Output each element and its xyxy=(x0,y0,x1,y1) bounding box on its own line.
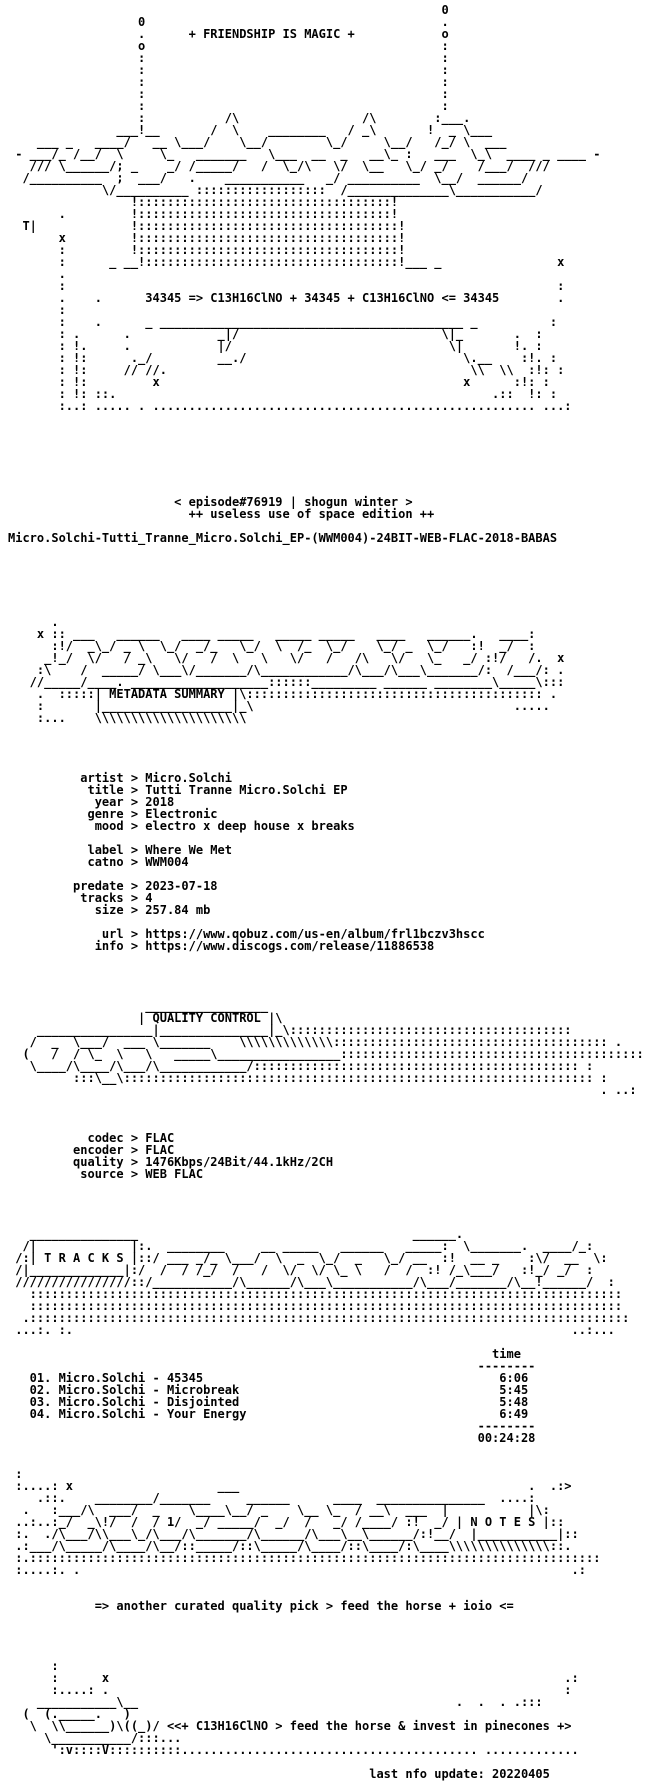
nfo-line xyxy=(8,1624,640,1636)
nfo-line xyxy=(8,724,640,736)
nfo-line: : : xyxy=(8,279,565,293)
nfo-line: : : xyxy=(8,99,449,113)
nfo-line: label > Where We Met xyxy=(8,843,232,857)
nfo-line: o : xyxy=(8,39,449,53)
nfo-line: \ \\______)\((_)/ <<+ C13H16ClNO > feed the horse & invest in pinecones +> xyxy=(8,1719,572,1733)
nfo-line: -------- xyxy=(8,1359,536,1373)
nfo-line xyxy=(8,604,640,616)
nfo-line: : : xyxy=(8,75,449,89)
nfo-line xyxy=(8,952,640,964)
nfo-line: size > 257.84 mb xyxy=(8,903,211,917)
nfo-line xyxy=(8,556,640,568)
nfo-line: codec > FLAC xyxy=(8,1131,175,1145)
nfo-line: -------- xyxy=(8,1419,536,1433)
nfo-line xyxy=(8,580,640,592)
nfo-line xyxy=(8,736,640,748)
nfo-line: : !: ._/ __./ \.__ :!. : xyxy=(8,351,558,365)
nfo-line: :..: ..... . ..................................................... ...: xyxy=(8,399,572,413)
nfo-line xyxy=(8,1588,640,1600)
nfo-line: : _ __!:::::::::::::::::::::::::::::::::::!___ _ x xyxy=(8,255,565,269)
nfo-line: ___ _ ____/ __ \___/ \__/ \_/ \__/ /_/ \ ___ xyxy=(8,135,507,149)
nfo-line xyxy=(8,472,640,484)
nfo-line: source > WEB FLAC xyxy=(8,1167,204,1181)
nfo-line: \____/\____/\___/\____________/::::::::::::::::::::::::::::::::::::::::::::: : xyxy=(8,1059,594,1073)
nfo-line: : !: ::. .:: !: : xyxy=(8,387,558,401)
nfo-line: : : xyxy=(8,51,449,65)
nfo-line: /|_____________|:/ / / /_/ / / \/ \/ \_ \ / / :! /_\___/ :!_/ _/ : xyxy=(8,1263,594,1277)
nfo-line: : !: // //. \\ \\ :!: : xyxy=(8,363,565,377)
nfo-line xyxy=(8,1444,640,1456)
nfo-line: 03. Micro.Solchi - Disjointed 5:48 xyxy=(8,1395,529,1409)
nfo-line xyxy=(8,460,640,472)
nfo-line: : xyxy=(8,1467,23,1481)
nfo-line: year > 2018 xyxy=(8,795,175,809)
nfo-line: title > Tutti Tranne Micro.Solchi EP xyxy=(8,783,348,797)
nfo-line: ________________|_______________|_\::::::::::::::::::::::::::::::::::::::: xyxy=(8,1023,572,1037)
nfo-line: .::::::::::::::::::::::::::::::::::::::::::::::::::::::::::::::::::::::::::::::::::: xyxy=(8,1311,630,1325)
nfo-line: ++ useless use of space edition ++ xyxy=(8,507,435,521)
nfo-line xyxy=(8,1096,640,1108)
nfo-line: :....: x ___ . .:> xyxy=(8,1479,572,1493)
nfo-line: < episode#76919 | shogun winter > xyxy=(8,495,413,509)
nfo-line: 02. Micro.Solchi - Microbreak 5:45 xyxy=(8,1383,529,1397)
nfo-line: !:::::::::::::::::::::::::::::::::::! xyxy=(8,195,399,209)
nfo-line xyxy=(8,1192,640,1204)
nfo-line: :... \\\\\\\\\\\\\\\\\\\\\ xyxy=(8,711,254,725)
nfo-line: T| !::::::::::::::::::::::::::::::::::::! xyxy=(8,219,406,233)
nfo-line: : x .: xyxy=(8,1671,579,1685)
nfo-line xyxy=(8,1756,640,1768)
nfo-line: : . _ __________________________________________ _ : xyxy=(8,315,558,329)
nfo-line xyxy=(8,1108,640,1120)
nfo-line: /// \______/; _ _/ /_____/ / \_/\ \/ \__ \_/ _/ /___/ /// xyxy=(8,159,550,173)
nfo-line: //_____/____. ___________________::::::_________ ______ ________\_____\::: xyxy=(8,675,565,689)
nfo-line xyxy=(8,568,640,580)
nfo-line: .::. ________/_______ ______ ____ _______________ ....: xyxy=(8,1491,543,1505)
nfo-line: 01. Micro.Solchi - 45345 6:06 xyxy=(8,1371,529,1385)
nfo-line: predate > 2023-07-18 xyxy=(8,879,218,893)
nfo-line: encoder > FLAC xyxy=(8,1143,175,1157)
nfo-line: => another curated quality pick > feed the horse + ioio <= xyxy=(8,1599,514,1613)
nfo-line: : !. . |/ \| !. : xyxy=(8,339,543,353)
nfo-line: : . . _|/ \|_ . : xyxy=(8,327,543,341)
nfo-line: artist > Micro.Solchi xyxy=(8,771,232,785)
nfo-line xyxy=(8,1204,640,1216)
nfo-line: . + FRIENDSHIP IS MAGIC + o xyxy=(8,27,449,41)
nfo-line: Micro.Solchi-Tutti_Tranne_Micro.Solchi_EP-(WWM004)-24BIT-WEB-FLAC-2018-BABAS xyxy=(8,531,558,545)
nfo-line xyxy=(8,976,640,988)
nfo-line: ___________\__ . . . .::: xyxy=(8,1695,543,1709)
nfo-line: /__________ ; ___/ . ___________ _/ __________ \__/ ______/ xyxy=(8,171,529,185)
nfo-line: . !:::::::::::::::::::::::::::::::::::! xyxy=(8,207,399,221)
nfo-line: - ___/_ /__/ \ \_ _______ \___ __ _ __\_ : ___ \_\ ____ _ ____ - xyxy=(8,147,601,161)
nfo-line: :. ./\___/\\___\_/\___/\_______/\______/\___\__\______/:!__/ |___________|:: xyxy=(8,1527,579,1541)
nfo-line: ////////////////::/___________/\______/\___\___________/\___/_______/\__!______/ : xyxy=(8,1275,615,1289)
nfo-line: x :: ___ ______ ____ _____ _____ _____ ____ ______. ____: xyxy=(8,627,536,641)
nfo-line: _________________ xyxy=(8,999,269,1013)
nfo-line: tracks > 4 xyxy=(8,891,153,905)
nfo-line: :::::::::::::::::::::::::::::::::::::::::::::::::::::::::::::::::::::::::::::::::: xyxy=(8,1299,623,1313)
nfo-line: : : xyxy=(8,87,449,101)
nfo-line: : |__________________|_\ ..... xyxy=(8,699,550,713)
nfo-line: 04. Micro.Solchi - Your Energy 6:49 xyxy=(8,1407,529,1421)
nfo-line: : !: x x :!: : xyxy=(8,375,550,389)
nfo-line: :::::::::::::::::::::::::::::::::::::::::::::::::::::::::::::::::::::::::::::::::: xyxy=(8,1287,623,1301)
nfo-line xyxy=(8,1636,640,1648)
nfo-line: : xyxy=(8,1659,59,1673)
nfo-line xyxy=(8,1648,640,1660)
nfo-line: :....: . : xyxy=(8,1683,572,1697)
nfo-line xyxy=(8,412,640,424)
nfo-line: 0 xyxy=(8,3,449,17)
nfo-line xyxy=(8,424,640,436)
nfo-line: :!/ _\_/ _ \ \_/ _/_ \_/ \ /_ \_/ \_/ _ \_/ :! _/ : xyxy=(8,639,536,653)
nfo-line: ...:. :. ..:... xyxy=(8,1323,615,1337)
nfo-line xyxy=(8,544,640,556)
nfo-line: x !::::::::::::::::::::::::::::::::::::! xyxy=(8,231,406,245)
nfo-line: /:| T R A C K S |::/ ___ _/_ \___/ \ _ \_/ _ \_/ __ :! __ _ :\/ __ \: xyxy=(8,1251,608,1265)
nfo-line: quality > 1476Kbps/24Bit/44.1kHz/2CH xyxy=(8,1155,334,1169)
nfo-line: \___________/:::... xyxy=(8,1731,182,1745)
nfo-line: catno > WWM004 xyxy=(8,855,189,869)
nfo-line xyxy=(8,964,640,976)
nfo-line: last nfo update: 20220405 xyxy=(8,1767,550,1781)
nfo-line xyxy=(8,436,640,448)
nfo-line: | QUALITY CONTROL |\ xyxy=(8,1011,283,1025)
nfo-line: : : xyxy=(8,63,449,77)
nfo-line xyxy=(8,1456,640,1468)
nfo-line xyxy=(8,1576,640,1588)
nfo-line xyxy=(8,1180,640,1192)
nfo-line xyxy=(8,592,640,604)
nfo-line: / _ \___/ ___ \_______ \\\\\\\\\\\\\:::::::::::::::::::::::::::::::::::::: . xyxy=(8,1035,623,1049)
nfo-line: info > https://www.discogs.com/release/11886538 xyxy=(8,939,435,953)
nfo-line: :.::::::::::::::::::::::::::::::::::::::::::::::::::::::::::::::::::::::::::::::: xyxy=(8,1551,601,1565)
nfo-line: . ..: xyxy=(8,1083,637,1097)
nfo-line: 0 . xyxy=(8,15,449,29)
nfo-line: : /\ /\ :___. xyxy=(8,111,471,125)
nfo-line: :....:. . .: xyxy=(8,1563,586,1577)
nfo-line: ..:..:_/ _\!/ / / 1/ _/ _____/ _/ / _/ /____/ :! _/ | N O T E S |:: xyxy=(8,1515,565,1529)
nfo-line: . :::::| METADATA SUMMARY |\::::::::::::::::::::::::::::::::::::::::: . xyxy=(8,687,558,701)
nfo-line: _!_/ \/ / _\ \/ / \ \ \/ / /\ \/ \_ _/ :!/ /. x xyxy=(8,651,565,665)
nfo-line: : xyxy=(8,303,66,317)
nfo-line: : !::::::::::::::::::::::::::::::::::::! xyxy=(8,243,406,257)
nfo-line: ( / / \_ \ \ _____\_________________:::::::::::::::::::::::::::::::::::::::::: xyxy=(8,1047,644,1061)
nfo-line: . :___/\ ___/ _ \____\__/ _ \__ \_ / __\ ___ | |\: xyxy=(8,1503,550,1517)
nfo-line: /| |:. ________ __ _____ ______ _____: \_______. ____/_: xyxy=(8,1239,594,1253)
nfo-line: . xyxy=(8,615,59,629)
nfo-line: . . 34345 => C13H16ClNO + 34345 + C13H16ClNO <= 34345 . xyxy=(8,291,565,305)
nfo-text-block xyxy=(8,3,644,1781)
nfo-line: :\ / _____/ \___\/_______/\____________/\___/\___\_______/: /___/: . xyxy=(8,663,565,677)
nfo-line: ___!__ / \ ________ / _\ ! _ \___ xyxy=(8,123,493,137)
nfo-line: url > https://www.qobuz.com/us-en/album/frl1bczv3hscc xyxy=(8,927,485,941)
nfo-line: _______________ ______. xyxy=(8,1227,464,1241)
nfo-line xyxy=(8,448,640,460)
nfo-line: .:___/\_____/\____/\__/::_____/::\_____/\____/::\____/:\____\\\\\\\\\\\\\\::. xyxy=(8,1539,572,1553)
nfo-line xyxy=(8,748,640,760)
nfo-line: genre > Electronic xyxy=(8,807,218,821)
nfo-line: ( (._____. ) xyxy=(8,1707,131,1721)
nfo-line: \/__________ :::::::::::::::::: /______________\___________/ xyxy=(8,183,543,197)
nfo-line: :::\__\::::::::::::::::::::::::::::::::::::::::::::::::::::::::::::::::: : xyxy=(8,1071,608,1085)
nfo-line: . xyxy=(8,267,66,281)
nfo-line: mood > electro x deep house x breaks xyxy=(8,819,355,833)
nfo-line xyxy=(8,1612,640,1624)
nfo-line: time xyxy=(8,1347,521,1361)
nfo-line: 00:24:28 xyxy=(8,1431,536,1445)
nfo-line: ':v::::V::::::::::......................................... ............. xyxy=(8,1743,579,1757)
